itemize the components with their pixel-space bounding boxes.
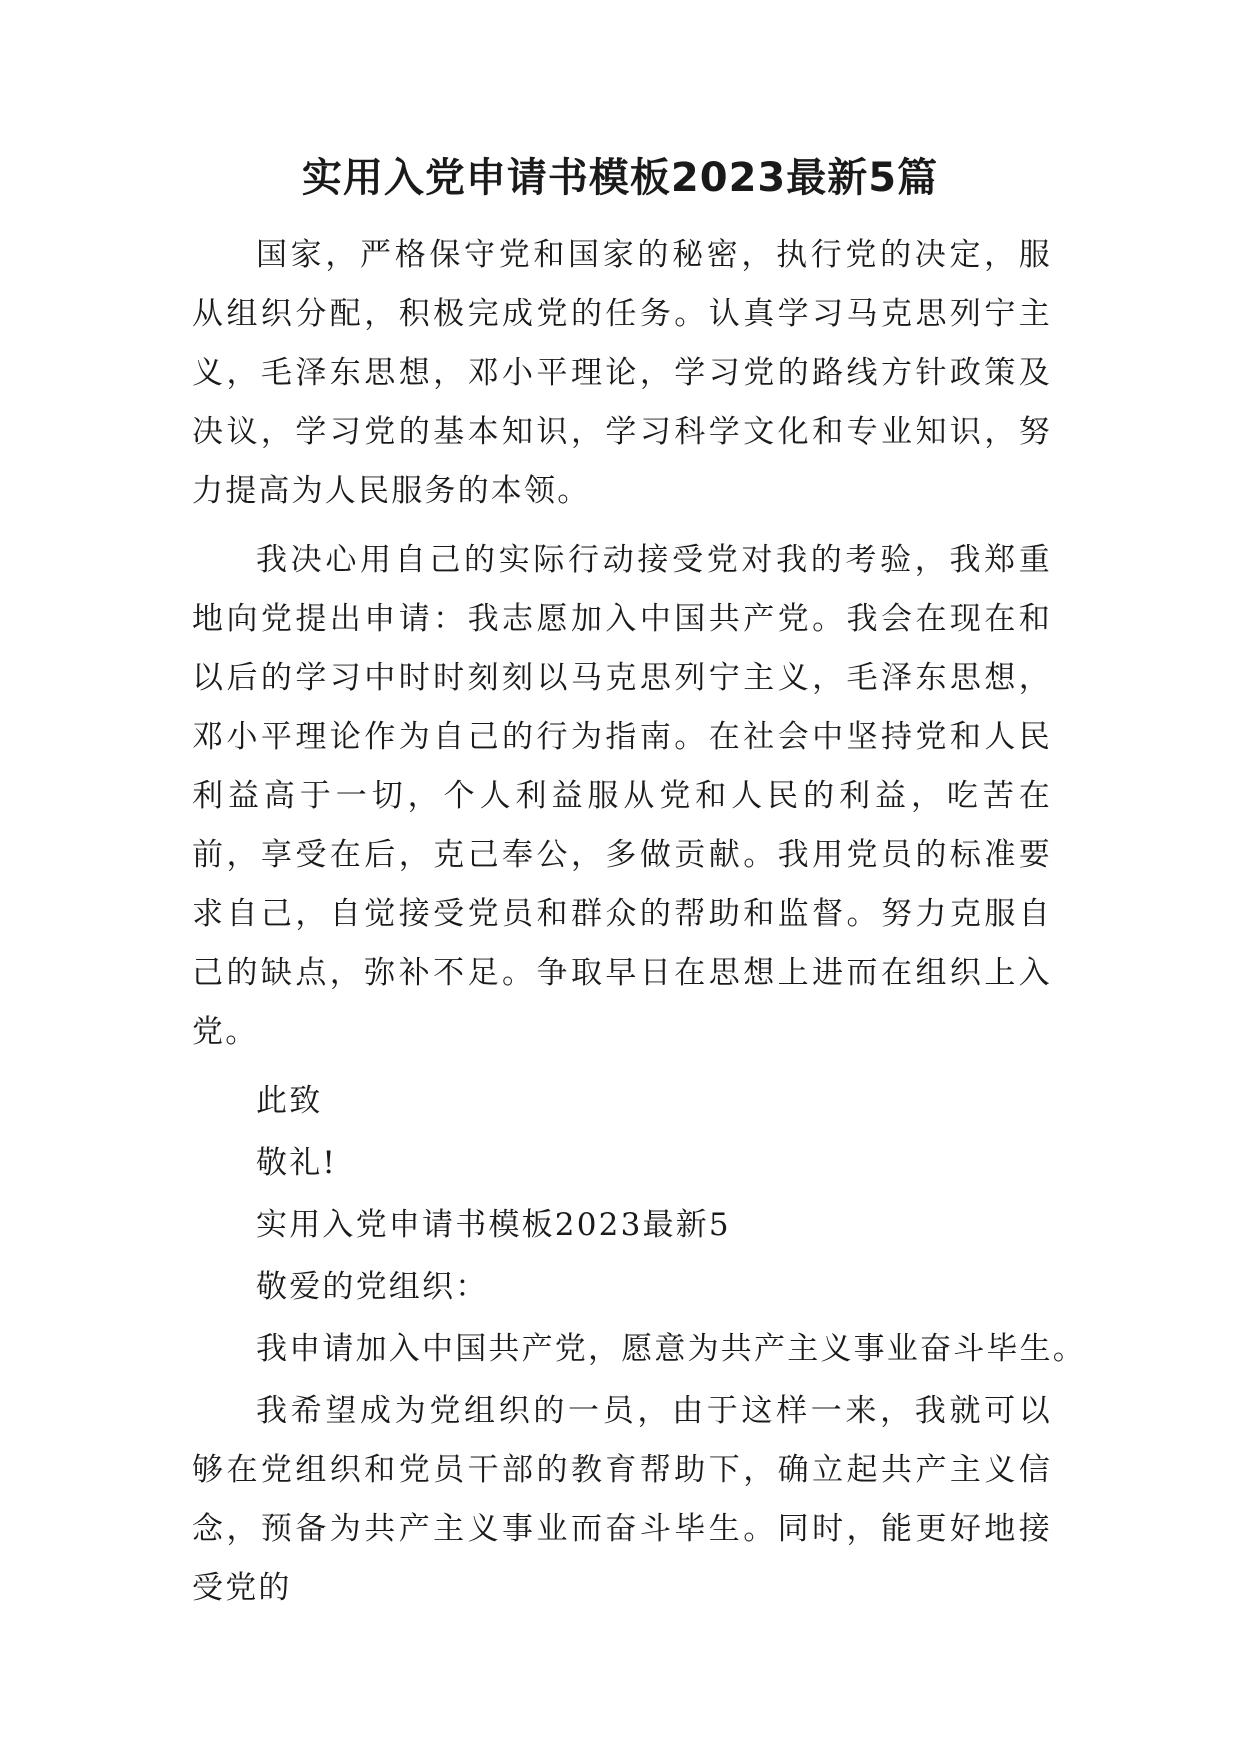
statement-line: 我申请加入中国共产党，愿意为共产主义事业奋斗毕生。	[256, 1331, 1086, 1367]
closing-line-1: 此致	[256, 1083, 323, 1119]
document-title: 实用入党申请书模板2023最新5篇	[301, 155, 939, 201]
section-heading: 实用入党申请书模板2023最新5	[256, 1207, 731, 1243]
paragraph-3: 我希望成为党组织的一员，由于这样一来，我就可以够在党组织和党员干部的教育帮助下，确立起共产主义信念，预备为共产主义事业而奋斗毕生。同时，能更好地接受党的	[192, 1393, 1052, 1606]
salutation: 敬爱的党组织：	[256, 1269, 489, 1305]
paragraph-1: 国家，严格保守党和国家的秘密，执行党的决定，服从组织分配，积极完成党的任务。认真学习马克思列宁主义，毛泽东思想，邓小平理论，学习党的路线方针政策及决议，学习党的基本知识，学习科学文化和专业知识，努力提高为人民服务的本领。	[192, 237, 1052, 509]
document-body	[192, 226, 1086, 1628]
closing-line-2: 敬礼!	[256, 1145, 338, 1181]
paragraph-2: 我决心用自己的实际行动接受党对我的考验，我郑重地向党提出申请：我志愿加入中国共产党。我会在现在和以后的学习中时时刻刻以马克思列宁主义，毛泽东思想，邓小平理论作为自己的行为指南。在社会中坚持党和人民利益高于一切，个人利益服从党和人民的利益，吃苦在前，享受在后，克己奉公，多做贡献。我用党员的标准要求自己，自觉接受党员和群众的帮助和监督。努力克服自己的缺点，弥补不足。争取早日在思想上进而在组织上入党。	[192, 542, 1052, 1050]
